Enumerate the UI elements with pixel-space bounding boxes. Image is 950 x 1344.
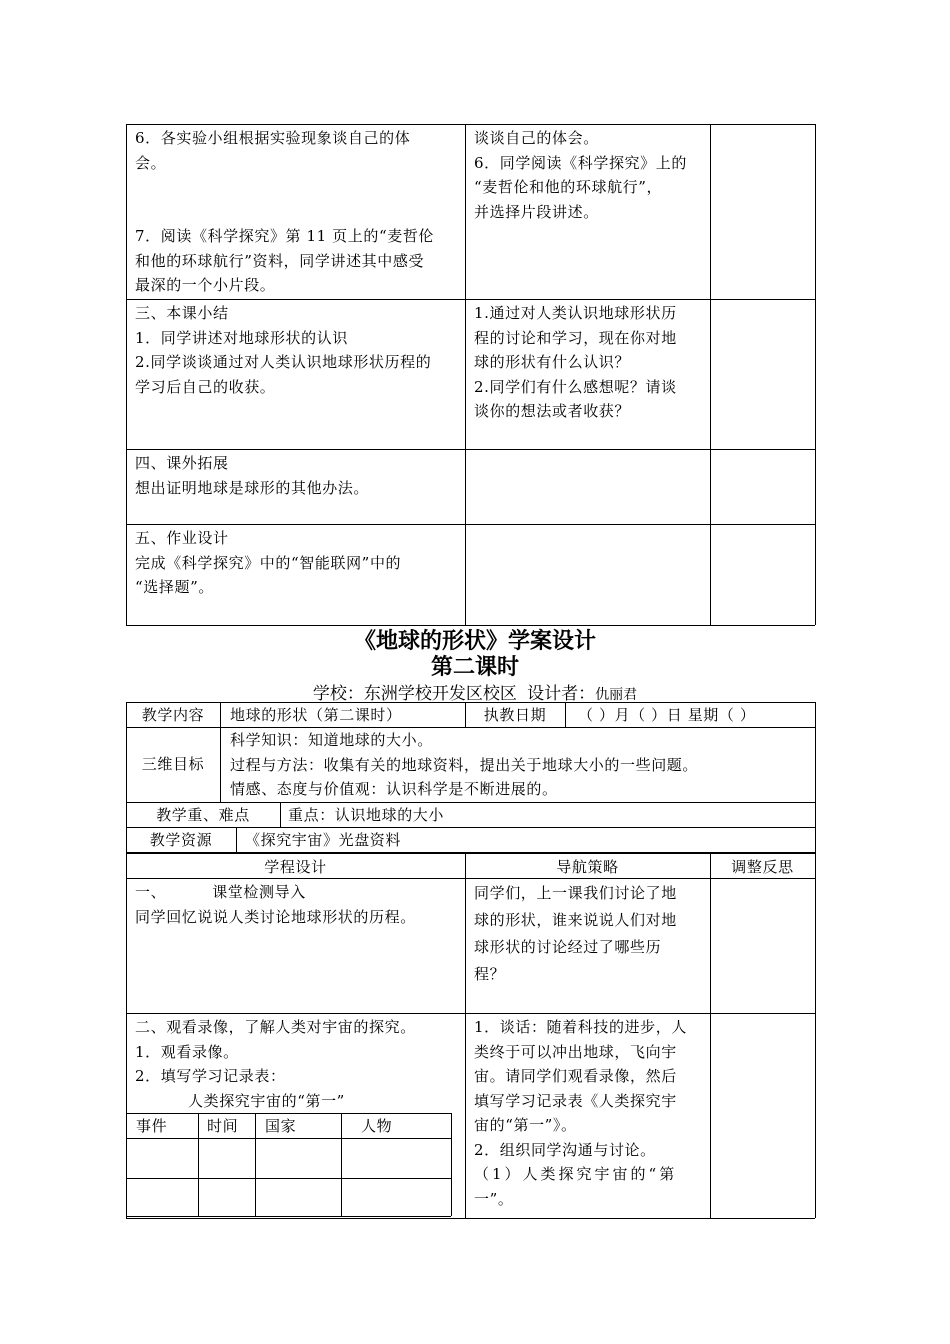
focus-value: 重点：认识地球的大小 (288, 806, 445, 824)
designer-label: 设计者： (527, 684, 596, 704)
plan-header-reflection: 调整反思 (731, 858, 794, 876)
content-label: 教学内容 (141, 706, 205, 724)
top-row3-left: 四、课外拓展 想出证明地球是球形的其他办法。 (135, 454, 370, 497)
top-row1-left: 6．各实验小组根据实验现象谈自己的体 会。 7．阅读《科学探究》第 11 页上的“麦哲伦 和他的环球航行”资料，同学讲述其中感受 最深的一个小片段。 (135, 129, 435, 294)
goals-list: 科学知识：知道地球的大小。 过程与方法：收集有关的地球资料，提出关于地球大小的一些问题。 情感、态度与价值观：认识科学是不断进展的。 (230, 731, 699, 798)
school-label: 学校：东洲学校开发区校区 (312, 684, 517, 704)
resource-label: 教学资源 (149, 831, 213, 849)
designer-name: 仇丽君 (595, 687, 638, 703)
record-header-person: 人物 (361, 1117, 393, 1135)
top-row2-left: 三、本课小结 1．同学讲述对地球形状的认识 2.同学谈谈通过对人类认识地球形状历程的 学习后自己的收获。 (135, 304, 432, 396)
plan-header-strategy: 导航策略 (556, 858, 619, 876)
plan-row2-left: 二、观看录像，了解人类对宇宙的探究。 1．观看录像。 2．填写学习记录表： (135, 1018, 416, 1085)
record-header-event: 事件 (136, 1117, 168, 1135)
content-value: 地球的形状（第二课时） (230, 706, 402, 724)
plan-row1-mid: 同学们，上一课我们讨论了地 球的形状，谁来说说人们对地 球形状的讨论经过了哪些历 程？ (474, 884, 677, 983)
document-title: 《地球的形状》学案设计 (353, 629, 596, 654)
record-header-time: 时间 (207, 1117, 239, 1135)
resource-value: 《探究宇宙》光盘资料 (245, 831, 402, 849)
plan-row2-mid: 1．谈话：随着科技的进步，人 类终于可以冲出地球，飞向宇 宙。请同学们观看录像，然后 填写学习记录表《人类探究宇 宙的“第一”》。 2．组织同学沟通与讨论。 （1）人类探究宇宙的“第 一”。 (474, 1018, 687, 1208)
date-value: （ ）月（ ）日 星期（ ） (578, 706, 756, 724)
top-row2-mid: 1.通过对人类认识地球形状历 程的讨论和学习，现在你对地 球的形状有什么认识？ 2.同学们有什么感想呢？请谈 谈你的想法或者收获？ (474, 304, 677, 420)
date-label: 执教日期 (483, 706, 547, 724)
goals-label: 三维目标 (141, 755, 205, 773)
school-designer-line (0, 679, 950, 704)
plan-header-design: 学程设计 (264, 858, 327, 876)
record-header-country: 国家 (265, 1117, 297, 1135)
record-table-title: 人类探究宇宙的“第一” (188, 1092, 345, 1110)
top-row4-left: 五、作业设计 完成《科学探究》中的“智能联网”中的 “选择题”。 (135, 529, 402, 596)
plan-row1-left: 一、 课堂检测导入 同学回忆说说人类讨论地球形状的历程。 (135, 883, 416, 926)
focus-label: 教学重、难点 (156, 806, 250, 824)
top-row1-mid: 谈谈自己的体会。 6．同学阅读《科学探究》上的 “麦哲伦和他的环球航行”， 并选择片段讲述。 (474, 129, 687, 221)
document-subtitle: 第二课时 (430, 655, 519, 680)
